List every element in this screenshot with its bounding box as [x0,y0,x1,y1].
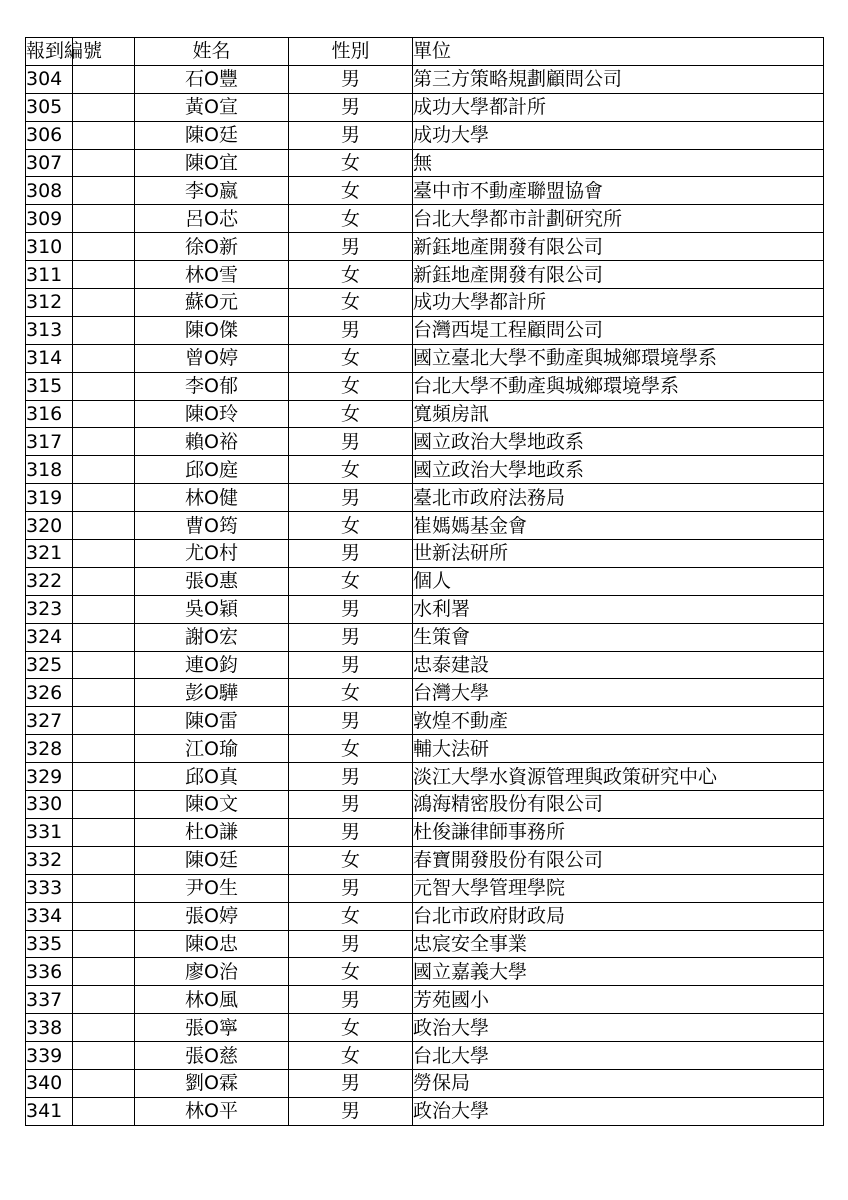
blank-cell [73,205,135,233]
gender-cell: 男 [289,233,413,261]
attendee-table [25,37,824,1126]
blank-cell [73,121,135,149]
blank-cell [73,595,135,623]
blank-cell [73,344,135,372]
blank-cell [73,958,135,986]
table-row [26,261,824,289]
checkin-number-cell: 333 [26,874,73,902]
blank-cell [73,65,135,93]
unit-cell: 忠泰建設 [413,651,824,679]
name-cell: 尹O生 [135,874,289,902]
gender-cell: 男 [289,791,413,819]
unit-cell: 春寶開發股份有限公司 [413,846,824,874]
name-cell: 呂O芯 [135,205,289,233]
gender-cell: 男 [289,65,413,93]
checkin-number-cell: 334 [26,902,73,930]
table-row [26,818,824,846]
table-row [26,344,824,372]
blank-cell [73,289,135,317]
name-cell: 曾O婷 [135,344,289,372]
table-row [26,930,824,958]
name-cell: 林O平 [135,1097,289,1125]
blank-cell [73,874,135,902]
checkin-number-cell: 331 [26,818,73,846]
gender-cell: 女 [289,512,413,540]
checkin-number-cell: 319 [26,484,73,512]
header-name: 姓名 [135,38,289,66]
gender-cell: 女 [289,149,413,177]
name-cell: 徐O新 [135,233,289,261]
name-cell: 陳O傑 [135,316,289,344]
gender-cell: 女 [289,567,413,595]
table-row [26,372,824,400]
name-cell: 陳O雷 [135,707,289,735]
checkin-number-cell: 324 [26,623,73,651]
checkin-number-cell: 318 [26,456,73,484]
table-row [26,595,824,623]
checkin-number-cell: 338 [26,1014,73,1042]
checkin-number-cell: 325 [26,651,73,679]
name-cell: 尤O村 [135,540,289,568]
checkin-number-cell: 335 [26,930,73,958]
table-row [26,707,824,735]
checkin-number-cell: 323 [26,595,73,623]
unit-cell: 敦煌不動產 [413,707,824,735]
unit-cell: 成功大學 [413,121,824,149]
table-row [26,233,824,261]
gender-cell: 女 [289,456,413,484]
table-row [26,1097,824,1125]
unit-cell: 國立政治大學地政系 [413,428,824,456]
checkin-number-cell: 310 [26,233,73,261]
name-cell: 林O健 [135,484,289,512]
checkin-number-cell: 309 [26,205,73,233]
unit-cell: 成功大學都計所 [413,93,824,121]
gender-cell: 男 [289,707,413,735]
blank-cell [73,763,135,791]
unit-cell: 元智大學管理學院 [413,874,824,902]
gender-cell: 男 [289,1069,413,1097]
table-row [26,456,824,484]
table-row [26,902,824,930]
name-cell: 陳O忠 [135,930,289,958]
table-row [26,484,824,512]
blank-cell [73,456,135,484]
gender-cell: 女 [289,177,413,205]
checkin-number-cell: 308 [26,177,73,205]
table-row [26,316,824,344]
blank-cell [73,846,135,874]
name-cell: 張O寧 [135,1014,289,1042]
unit-cell: 崔媽媽基金會 [413,512,824,540]
unit-cell: 台北大學都市計劃研究所 [413,205,824,233]
name-cell: 張O惠 [135,567,289,595]
table-row [26,1042,824,1070]
unit-cell: 新鈺地產開發有限公司 [413,233,824,261]
unit-cell: 台北市政府財政局 [413,902,824,930]
name-cell: 蘇O元 [135,289,289,317]
checkin-number-cell: 320 [26,512,73,540]
table-row [26,651,824,679]
blank-cell [73,93,135,121]
gender-cell: 男 [289,818,413,846]
table-row [26,512,824,540]
unit-cell: 輔大法研 [413,735,824,763]
checkin-number-cell: 315 [26,372,73,400]
checkin-number-cell: 328 [26,735,73,763]
table-row [26,93,824,121]
unit-cell: 新鈺地產開發有限公司 [413,261,824,289]
checkin-number-cell: 305 [26,93,73,121]
table-row [26,679,824,707]
name-cell: 江O瑜 [135,735,289,763]
gender-cell: 女 [289,1042,413,1070]
gender-cell: 男 [289,1097,413,1125]
gender-cell: 男 [289,316,413,344]
name-cell: 李O嬴 [135,177,289,205]
gender-cell: 女 [289,372,413,400]
table-row [26,205,824,233]
checkin-number-cell: 312 [26,289,73,317]
checkin-number-cell: 341 [26,1097,73,1125]
unit-cell: 臺中市不動產聯盟協會 [413,177,824,205]
name-cell: 李O郁 [135,372,289,400]
checkin-number-cell: 304 [26,65,73,93]
checkin-number-cell: 316 [26,400,73,428]
blank-cell [73,791,135,819]
name-cell: 彭O驊 [135,679,289,707]
gender-cell: 女 [289,400,413,428]
blank-cell [73,400,135,428]
gender-cell: 男 [289,874,413,902]
blank-cell [73,1042,135,1070]
gender-cell: 女 [289,344,413,372]
gender-cell: 男 [289,986,413,1014]
unit-cell: 寬頻房訊 [413,400,824,428]
blank-cell [73,986,135,1014]
unit-cell: 芳苑國小 [413,986,824,1014]
unit-cell: 國立臺北大學不動產與城鄉環境學系 [413,344,824,372]
gender-cell: 女 [289,289,413,317]
gender-cell: 女 [289,679,413,707]
unit-cell: 鴻海精密股份有限公司 [413,791,824,819]
checkin-number-cell: 330 [26,791,73,819]
blank-cell [73,484,135,512]
blank-cell [73,512,135,540]
unit-cell: 水利署 [413,595,824,623]
checkin-number-cell: 339 [26,1042,73,1070]
checkin-number-cell: 332 [26,846,73,874]
gender-cell: 男 [289,93,413,121]
table-header [26,38,824,66]
checkin-number-cell: 313 [26,316,73,344]
blank-cell [73,930,135,958]
checkin-number-cell: 311 [26,261,73,289]
unit-cell: 台灣西堤工程顧問公司 [413,316,824,344]
gender-cell: 女 [289,1014,413,1042]
name-cell: 張O慈 [135,1042,289,1070]
blank-cell [73,1069,135,1097]
table-row [26,289,824,317]
gender-cell: 女 [289,205,413,233]
checkin-number-cell: 336 [26,958,73,986]
blank-cell [73,1014,135,1042]
unit-cell: 忠宸安全事業 [413,930,824,958]
blank-cell [73,679,135,707]
gender-cell: 男 [289,428,413,456]
table-row [26,791,824,819]
name-cell: 陳O玲 [135,400,289,428]
gender-cell: 男 [289,540,413,568]
blank-cell [73,902,135,930]
gender-cell: 男 [289,930,413,958]
gender-cell: 女 [289,958,413,986]
name-cell: 賴O裕 [135,428,289,456]
name-cell: 邱O庭 [135,456,289,484]
unit-cell: 世新法研所 [413,540,824,568]
name-cell: 黃O宣 [135,93,289,121]
table-row [26,986,824,1014]
table-row [26,735,824,763]
gender-cell: 女 [289,735,413,763]
name-cell: 林O風 [135,986,289,1014]
table-row [26,874,824,902]
blank-cell [73,372,135,400]
name-cell: 陳O廷 [135,846,289,874]
table-row [26,1014,824,1042]
name-cell: 陳O廷 [135,121,289,149]
unit-cell: 國立嘉義大學 [413,958,824,986]
blank-cell [73,177,135,205]
name-cell: 張O婷 [135,902,289,930]
table-row [26,428,824,456]
unit-cell: 台北大學 [413,1042,824,1070]
unit-cell: 台北大學不動產與城鄉環境學系 [413,372,824,400]
name-cell: 石O豐 [135,65,289,93]
gender-cell: 男 [289,623,413,651]
gender-cell: 男 [289,651,413,679]
table-row [26,65,824,93]
name-cell: 杜O謙 [135,818,289,846]
unit-cell: 生策會 [413,623,824,651]
name-cell: 連O鈞 [135,651,289,679]
name-cell: 陳O文 [135,791,289,819]
blank-cell [73,735,135,763]
unit-cell: 第三方策略規劃顧問公司 [413,65,824,93]
blank-cell [73,233,135,261]
blank-cell [73,261,135,289]
checkin-number-cell: 326 [26,679,73,707]
table-body [26,65,824,1125]
table-row [26,400,824,428]
checkin-number-cell: 337 [26,986,73,1014]
name-cell: 林O雪 [135,261,289,289]
checkin-number-cell: 317 [26,428,73,456]
blank-cell [73,316,135,344]
unit-cell: 臺北市政府法務局 [413,484,824,512]
header-unit: 單位 [413,38,824,66]
checkin-number-cell: 340 [26,1069,73,1097]
table-row [26,958,824,986]
blank-cell [73,707,135,735]
unit-cell: 淡江大學水資源管理與政策研究中心 [413,763,824,791]
name-cell: 陳O宜 [135,149,289,177]
gender-cell: 男 [289,121,413,149]
blank-cell [73,623,135,651]
unit-cell: 政治大學 [413,1097,824,1125]
gender-cell: 女 [289,846,413,874]
gender-cell: 男 [289,595,413,623]
unit-cell: 杜俊謙律師事務所 [413,818,824,846]
table-row [26,121,824,149]
name-cell: 謝O宏 [135,623,289,651]
blank-cell [73,428,135,456]
header-row [26,38,824,66]
checkin-number-cell: 321 [26,540,73,568]
blank-cell [73,540,135,568]
table-row [26,149,824,177]
unit-cell: 無 [413,149,824,177]
checkin-number-cell: 327 [26,707,73,735]
blank-cell [73,1097,135,1125]
checkin-number-cell: 307 [26,149,73,177]
unit-cell: 成功大學都計所 [413,289,824,317]
table-row [26,540,824,568]
table-row [26,177,824,205]
gender-cell: 男 [289,763,413,791]
header-gender: 性別 [289,38,413,66]
gender-cell: 男 [289,484,413,512]
checkin-number-cell: 314 [26,344,73,372]
name-cell: 劉O霖 [135,1069,289,1097]
name-cell: 曹O筠 [135,512,289,540]
name-cell: 廖O治 [135,958,289,986]
gender-cell: 女 [289,261,413,289]
header-checkin-number: 報到編號 [26,38,73,66]
name-cell: 邱O真 [135,763,289,791]
table-row [26,623,824,651]
name-cell: 吳O穎 [135,595,289,623]
blank-cell [73,818,135,846]
checkin-number-cell: 306 [26,121,73,149]
unit-cell: 台灣大學 [413,679,824,707]
unit-cell: 勞保局 [413,1069,824,1097]
table-row [26,763,824,791]
table-row [26,1069,824,1097]
blank-cell [73,651,135,679]
checkin-number-cell: 322 [26,567,73,595]
unit-cell: 個人 [413,567,824,595]
table-row [26,567,824,595]
gender-cell: 女 [289,902,413,930]
checkin-number-cell: 329 [26,763,73,791]
blank-cell [73,567,135,595]
table-row [26,846,824,874]
blank-cell [73,149,135,177]
unit-cell: 國立政治大學地政系 [413,456,824,484]
unit-cell: 政治大學 [413,1014,824,1042]
